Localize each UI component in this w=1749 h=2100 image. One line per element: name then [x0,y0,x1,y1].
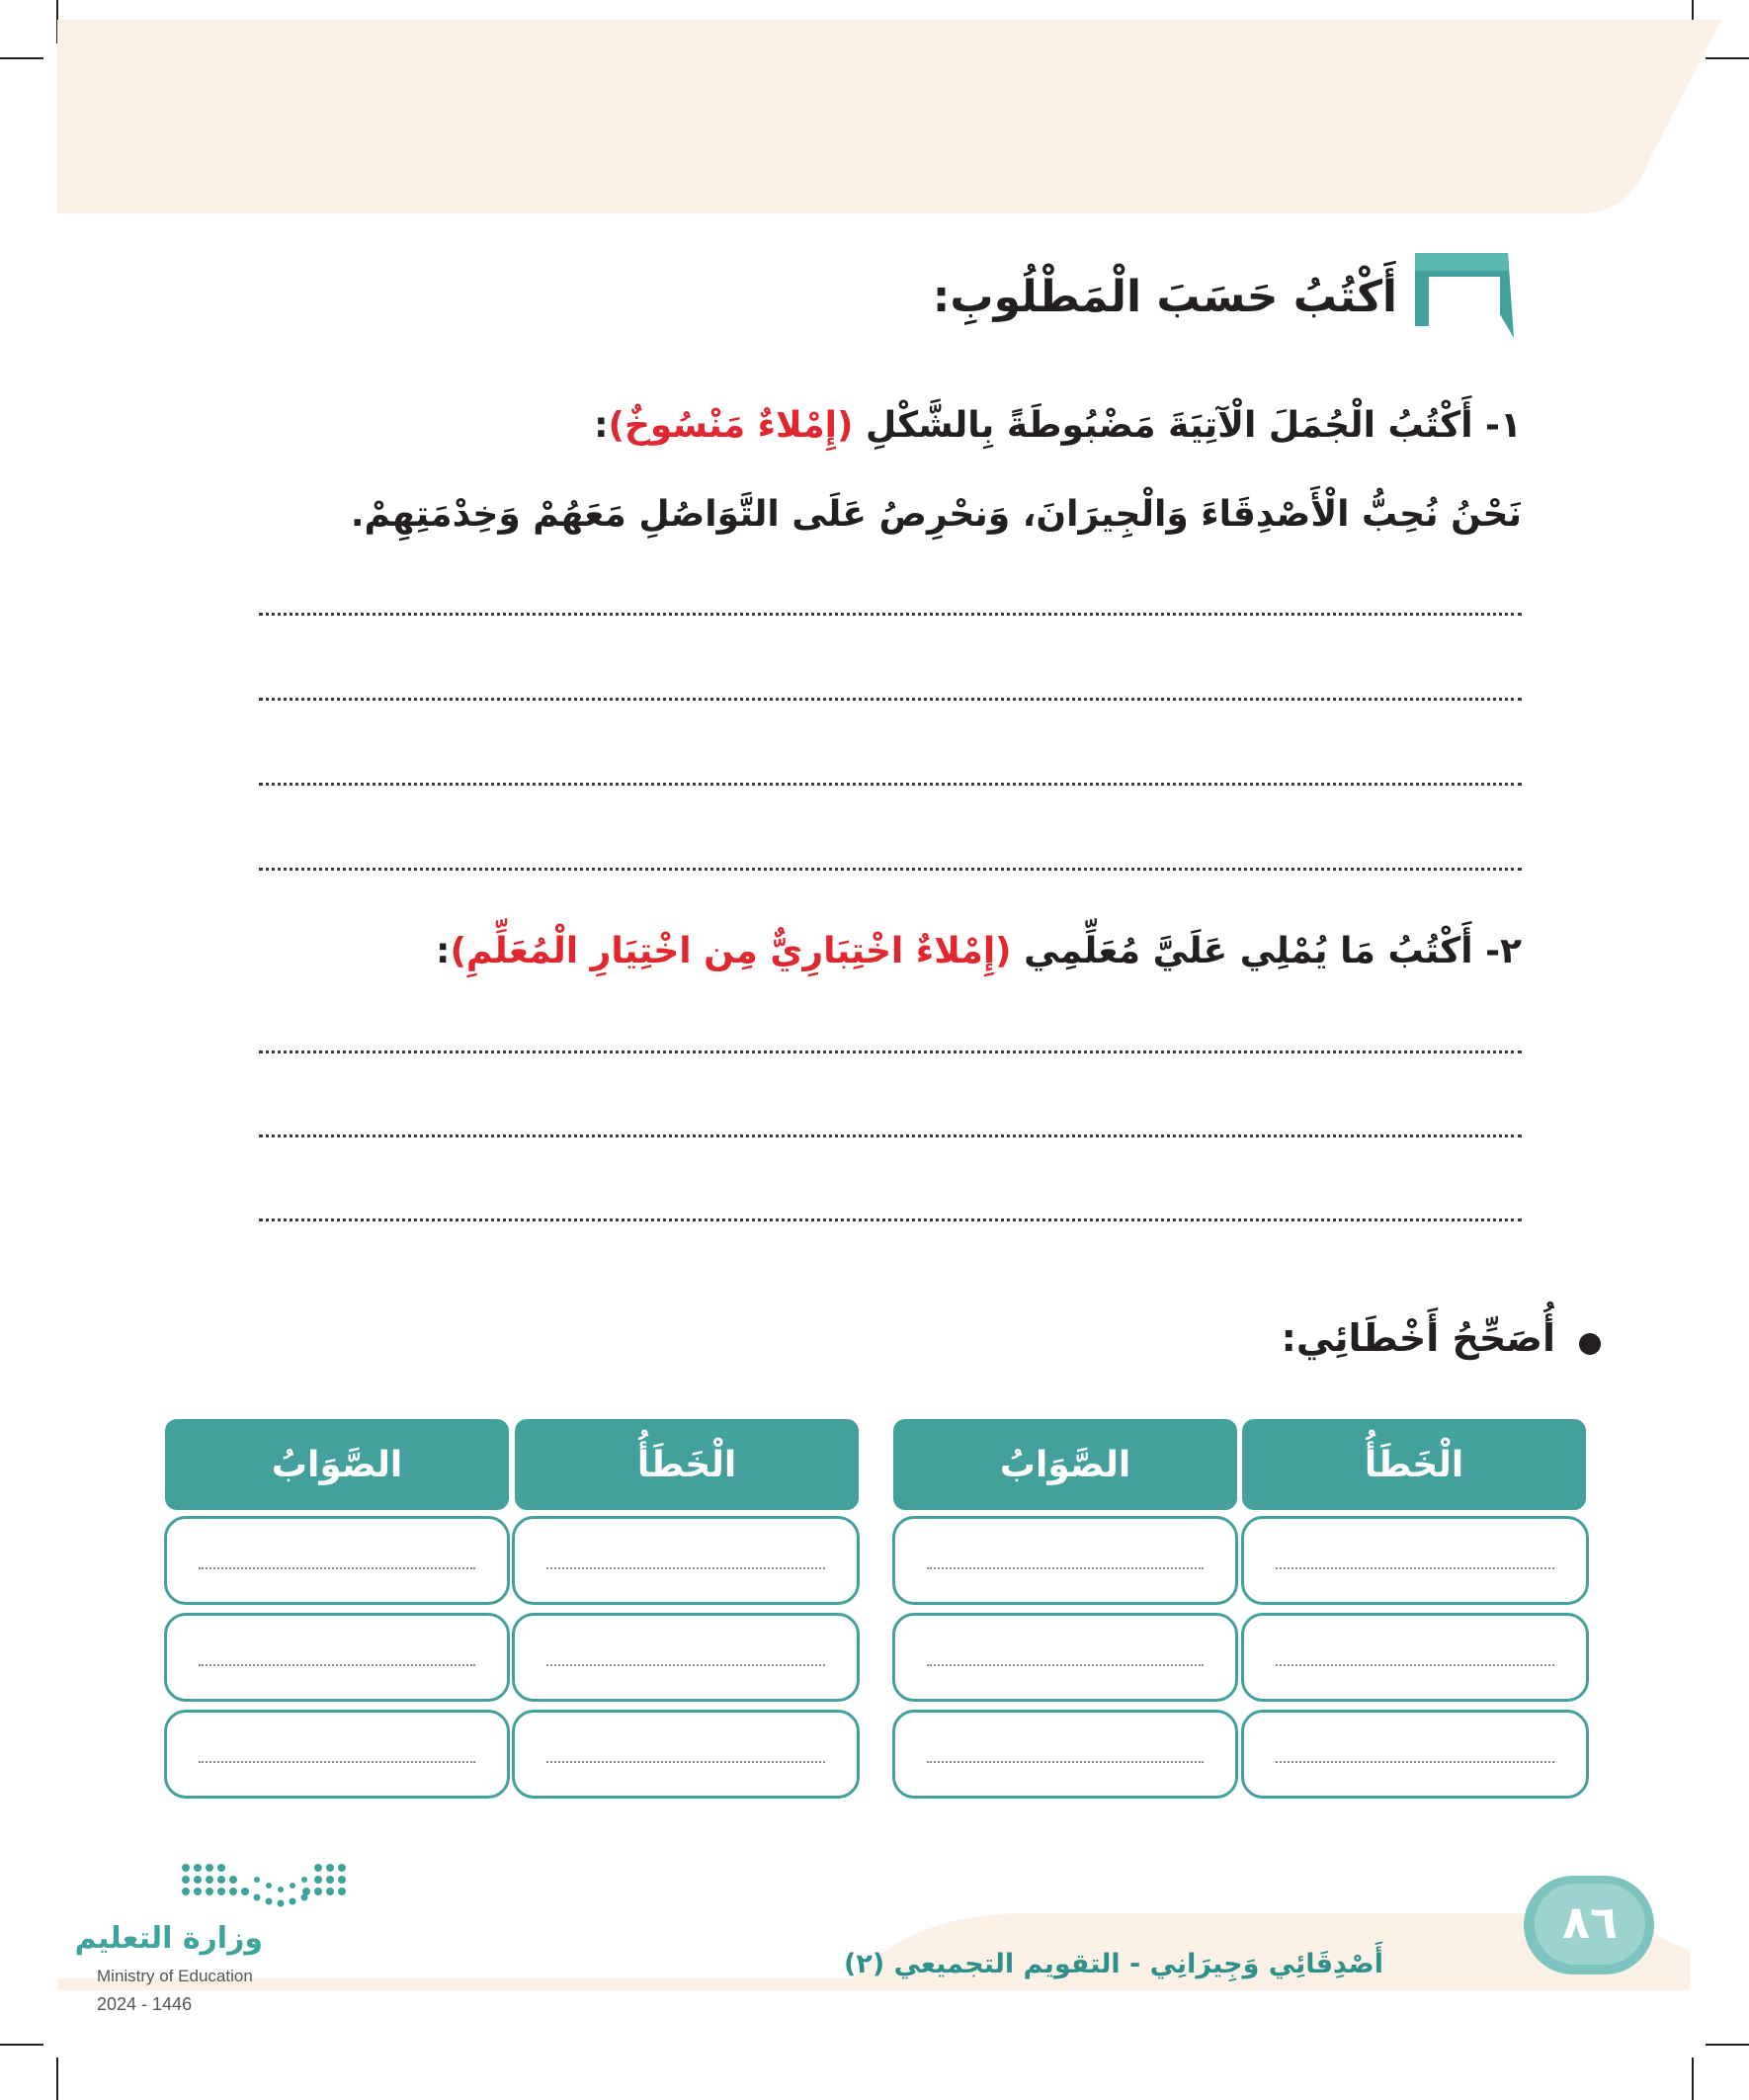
ministry-name-ar: وزارة التعليم [74,1921,263,1956]
page-number: ٨٦ [1561,1895,1619,1949]
header-correct-left-table: الصَّوَابُ [165,1419,509,1510]
answer-cell[interactable] [892,1613,1238,1702]
question-2 [436,931,1522,971]
question-2-label: ٢- أَكْتُبُ مَا يُمْلِي عَلَيَّ مُعَلِّمِي [1024,931,1522,971]
crop-mark [1692,2058,1694,2100]
answer-cell[interactable] [892,1710,1238,1799]
answer-cell[interactable] [892,1516,1238,1605]
header-correct-right-table: الصَّوَابُ [893,1419,1237,1510]
crop-mark [0,2044,43,2046]
answer-line[interactable] [259,1134,1522,1137]
answer-line[interactable] [259,698,1522,701]
question-1-highlight: (إِمْلاءٌ مَنْسُوخٌ) [608,405,854,446]
answer-cell[interactable] [512,1516,860,1605]
answer-line[interactable] [259,783,1522,786]
section-title: أَكْتُبُ حَسَبَ الْمَطْلُوبِ: [932,272,1397,322]
header-wrong-left-table: الْخَطَأُ [515,1419,859,1510]
section-tab-icon [1409,247,1520,340]
answer-line[interactable] [259,1218,1522,1221]
header-wrong-right-table: الْخَطَأُ [1242,1419,1586,1510]
answer-cell[interactable] [512,1710,860,1799]
ministry-year: 2024 - 1446 [97,1994,193,2014]
answer-line[interactable] [259,613,1522,616]
answer-cell[interactable] [1241,1516,1589,1605]
answer-cell[interactable] [1241,1710,1589,1799]
ministry-name-en: Ministry of Education [97,1967,253,1985]
unit-title: أَصْدِقَائِي وَجِيرَانِي - التقويم التجميعي (٢) [844,1949,1383,1979]
answer-cell[interactable] [164,1516,510,1605]
answer-cell[interactable] [512,1613,860,1702]
question-2-suffix: : [436,931,451,971]
question-1-sentence: نَحْنُ نُحِبُّ الْأَصْدِقَاءَ وَالْجِيرَانَ، وَنحْرِصُ عَلَى التَّوَاصُلِ مَعَهُمْ وَخِدْمَتِهِمْ. [350,494,1522,535]
question-2-highlight: (إِمْلاءٌ اخْتِبَارِيٌّ مِن اخْتِيَارِ الْمُعَلِّمِ) [450,931,1012,971]
answer-cell[interactable] [1241,1613,1589,1702]
answer-cell[interactable] [164,1710,510,1799]
answer-line[interactable] [259,868,1522,871]
question-1-label: ١- أَكْتُبُ الْجُمَلَ الْآتِيَةَ مَضْبُوطَةً بِالشَّكْلِ [866,405,1522,446]
question-1-suffix: : [594,405,609,446]
answer-line[interactable] [259,1050,1522,1053]
top-banner [0,0,1749,217]
answer-cell[interactable] [164,1613,510,1702]
corrections-title: أُصَحِّحُ أَخْطَائِي: [1281,1316,1555,1360]
bullet-icon [1579,1333,1601,1355]
ministry-logo-icon [178,1862,356,1911]
crop-mark [1706,2044,1749,2046]
question-1 [594,405,1522,446]
crop-mark [56,2058,58,2100]
